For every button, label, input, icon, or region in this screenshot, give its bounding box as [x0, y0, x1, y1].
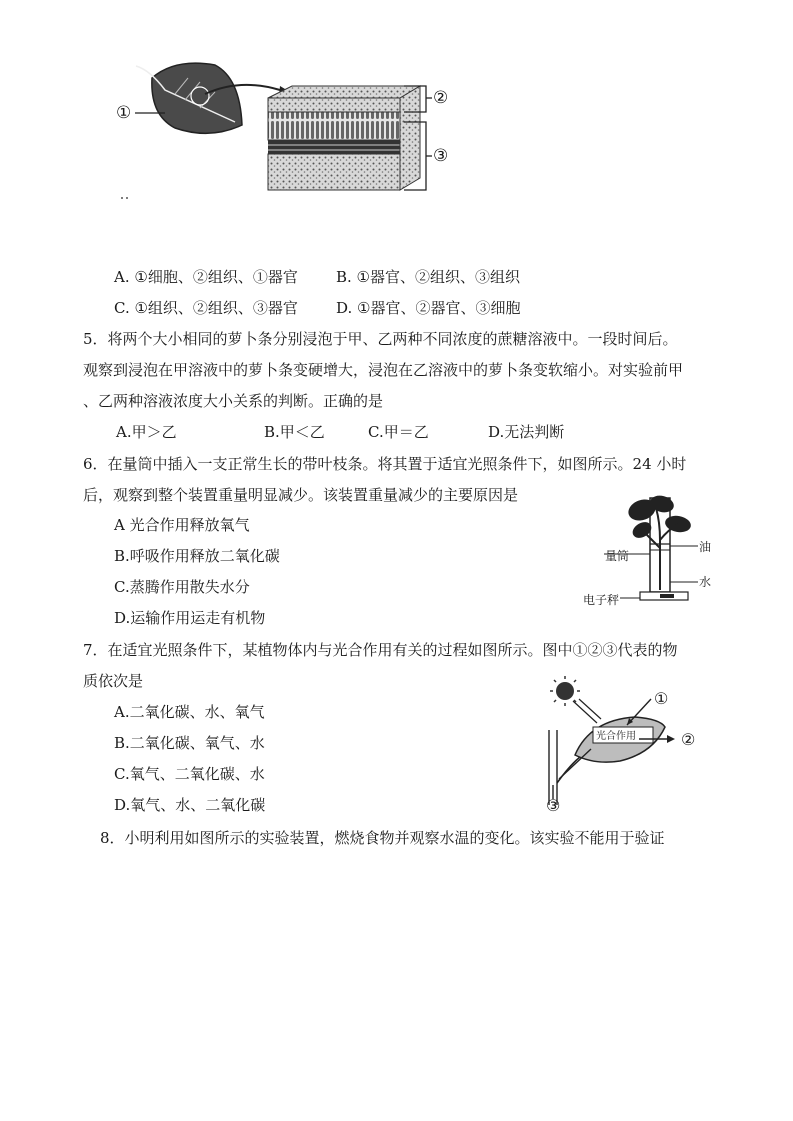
- photo-label-1: ①: [654, 689, 669, 708]
- q7-option-c: C.氧气、二氧化碳、水: [114, 765, 265, 783]
- q5-stem-line1: 5．将两个大小相同的萝卜条分别浸泡于甲、乙两种不同浓度的蔗糖溶液中。一段时间后。: [83, 330, 678, 348]
- q5-option-b: B.甲＜乙: [264, 423, 325, 441]
- plant-leaves: [625, 493, 692, 590]
- q4-option-d: D. ①器官、②器官、③细胞: [336, 299, 521, 317]
- sun-icon: [550, 676, 580, 706]
- scale-label: 电子秤: [583, 593, 620, 607]
- q4-option-a: A. ①细胞、②组织、①器官: [114, 268, 298, 286]
- photosynthesis-box-label: 光合作用: [596, 731, 636, 742]
- photo-label-2: ②: [681, 730, 696, 749]
- tissue-block-drawing: [268, 86, 420, 190]
- cylinder-label: 量筒: [605, 549, 630, 563]
- q5-stem-line2: 观察到浸泡在甲溶液中的萝卜条变硬增大，浸泡在乙溶液中的萝卜条变软缩小。对实验前甲: [83, 361, 684, 379]
- q6-option-a: A 光合作用释放氧气: [114, 516, 250, 534]
- figure-label-2: ②: [433, 88, 449, 108]
- q5-option-d: D.无法判断: [488, 423, 565, 441]
- q7-option-b: B.二氧化碳、氧气、水: [114, 734, 265, 752]
- figure-label-1: ①: [116, 103, 132, 123]
- leaf-drawing: [136, 63, 242, 133]
- q8-stem-line1: 8．小明利用如图所示的实验装置，燃烧食物并观察水温的变化。该实验不能用于验证: [100, 829, 665, 847]
- scale-drawing: [620, 592, 688, 600]
- q6-option-c: C.蒸腾作用散失水分: [114, 578, 250, 596]
- q7-stem-line1: 7．在适宜光照条件下，某植物体内与光合作用有关的过程如图所示。图中①②③代表的物: [83, 641, 678, 659]
- q5-stem-line3: 、乙两种溶液浓度大小关系的判断。正确的是: [83, 392, 384, 410]
- q4-option-b: B. ①器官、②组织、③组织: [336, 268, 521, 286]
- water-label: 水: [699, 575, 712, 589]
- q7-option-a: A.二氧化碳、水、氧气: [114, 703, 265, 721]
- q6-option-d: D.运输作用运走有机物: [114, 609, 266, 627]
- q6-stem-line2: 后，观察到整个装置重量明显减少。该装置重量减少的主要原因是: [83, 486, 519, 504]
- figure-label-3: ③: [433, 146, 449, 166]
- oil-label: 油: [699, 540, 712, 554]
- q4-option-c: C. ①组织、②组织、③器官: [114, 299, 298, 317]
- q5-option-a: A.甲＞乙: [116, 423, 177, 441]
- q7-option-d: D.氧气、水、二氧化碳: [114, 796, 266, 814]
- q6-option-b: B.呼吸作用释放二氧化碳: [114, 547, 280, 565]
- q7-stem-line2: 质依次是: [83, 672, 144, 690]
- q5-option-c: C.甲＝乙: [368, 423, 429, 441]
- q6-stem-line1: 6．在量筒中插入一支正常生长的带叶枝条。将其置于适宜光照条件下，如图所示。24 小时: [83, 455, 687, 473]
- photo-label-3: ③: [546, 796, 561, 815]
